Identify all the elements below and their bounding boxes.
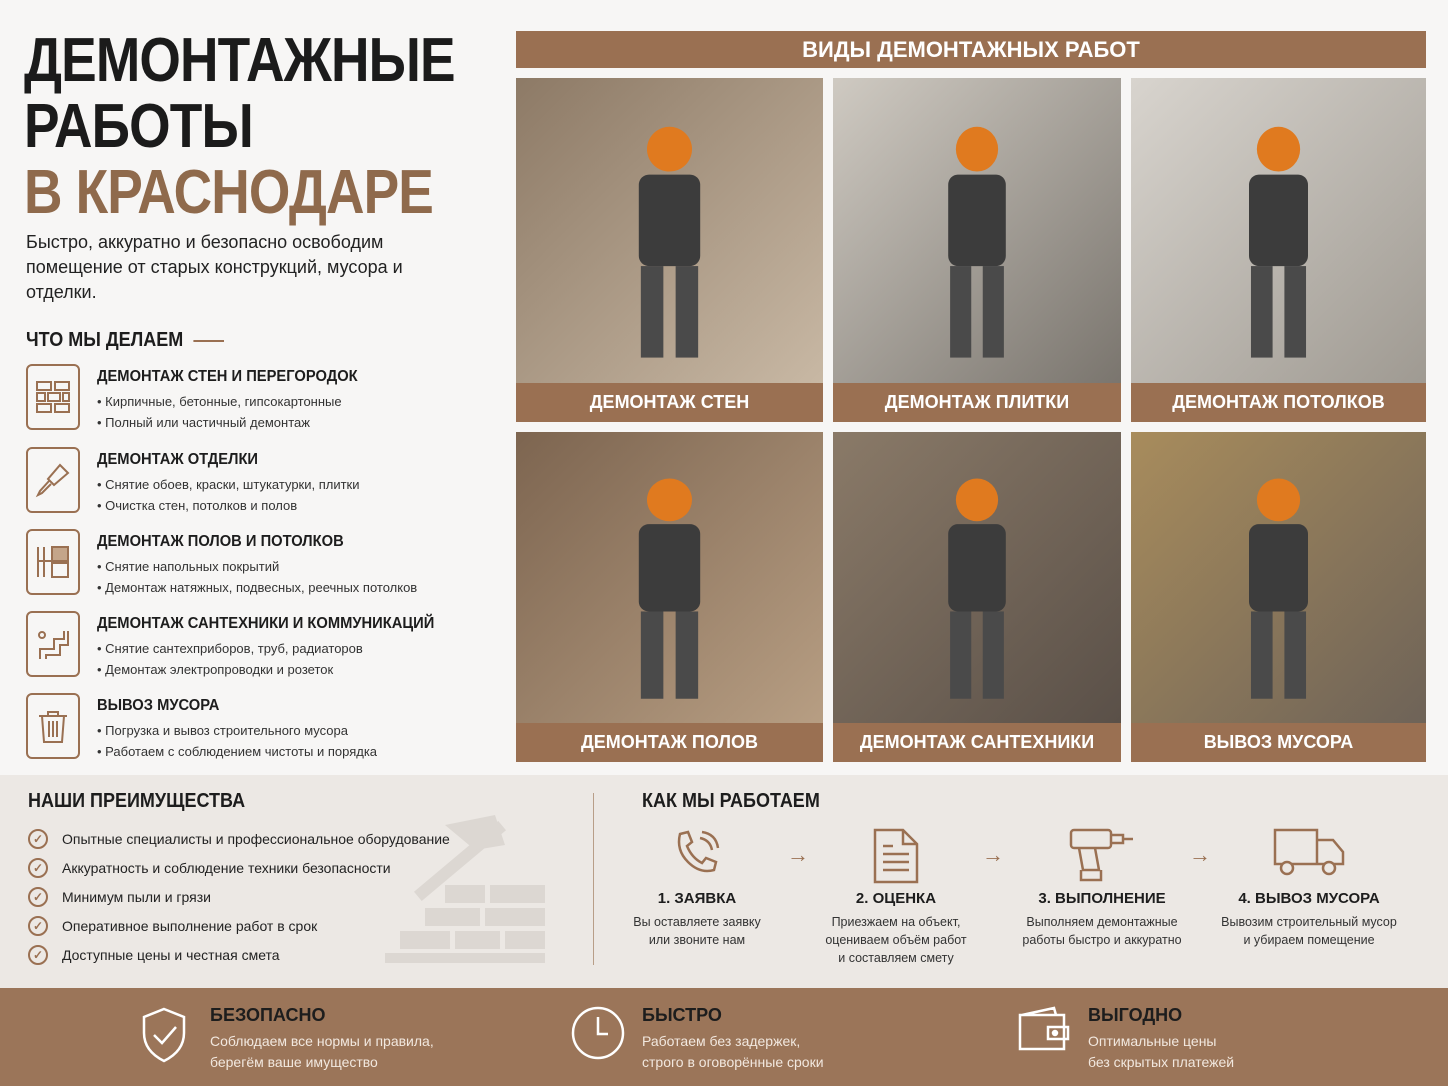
- title-line-1: ДЕМОНТАЖНЫЕ: [24, 26, 455, 95]
- service-title: ВЫВОЗ МУСОРА: [97, 697, 220, 714]
- service-bullet: • Снятие сантехприборов, труб, радиаторов: [97, 641, 363, 656]
- subtitle: Быстро, аккуратно и безопасно освободим помещение от старых конструкций, мусора и отделки.: [26, 232, 403, 302]
- service-title: ДЕМОНТАЖ СТЕН И ПЕРЕГОРОДОК: [97, 368, 358, 385]
- step-text-line: Выполняем демонтажные: [1026, 915, 1178, 929]
- floor-plan-icon: [26, 529, 80, 595]
- service-bullet: • Снятие напольных покрытий: [97, 559, 280, 574]
- feature-title: ВЫГОДНО: [1088, 1005, 1183, 1025]
- feature-title: БЫСТРО: [642, 1005, 722, 1025]
- advantage-item: [28, 945, 280, 965]
- step-text: [597, 913, 797, 949]
- check-icon: ✓: [28, 945, 48, 965]
- work-type-caption: ДЕМОНТАЖ ПОЛОВ: [516, 723, 823, 762]
- step-text-line: и убираем помещение: [1243, 933, 1375, 947]
- wallet-icon: [1016, 1005, 1072, 1058]
- service-bullet: • Работаем с соблюдением чистоты и порядка: [97, 744, 378, 759]
- arrow-right-icon: →: [1189, 842, 1211, 867]
- service-bullet: • Демонтаж электропроводки и розеток: [97, 662, 334, 677]
- service-bullet: • Демонтаж натяжных, подвесных, реечных потолков: [97, 580, 418, 595]
- feature-text-line: строго в оговорённые сроки: [642, 1054, 824, 1070]
- types-banner: ВИДЫ ДЕМОНТАЖНЫХ РАБОТ: [516, 31, 1426, 68]
- step-text-line: Приезжаем на объект,: [831, 915, 961, 929]
- feature-text: [210, 1031, 434, 1073]
- step-text: [1002, 913, 1202, 949]
- service-bullet: • Снятие обоев, краски, штукатурки, плитки: [97, 477, 360, 492]
- worker-photo: [833, 432, 1121, 723]
- work-type-card[interactable]: [516, 78, 823, 422]
- title-line-2: РАБОТЫ: [24, 92, 253, 161]
- page-title: [24, 28, 455, 226]
- phone-icon: [597, 826, 797, 880]
- service-title: ДЕМОНТАЖ ОТДЕЛКИ: [97, 451, 259, 468]
- drill-icon: [1002, 826, 1202, 882]
- service-item: [26, 364, 496, 434]
- worker-photo: [516, 78, 823, 383]
- process-heading: КАК МЫ РАБОТАЕМ: [642, 790, 820, 812]
- work-type-caption: ДЕМОНТАЖ ПЛИТКИ: [833, 383, 1121, 422]
- step-text-line: и составляем смету: [838, 951, 954, 965]
- step-title: 3. ВЫПОЛНЕНИЕ: [1038, 890, 1166, 907]
- work-type-card[interactable]: [833, 78, 1121, 422]
- advantage-item: [28, 916, 317, 936]
- feature-text-line: Работаем без задержек,: [642, 1033, 801, 1049]
- advantage-item: [28, 887, 211, 907]
- work-type-card[interactable]: [1131, 78, 1426, 422]
- step-title: 2. ОЦЕНКА: [855, 890, 937, 907]
- work-type-card[interactable]: [516, 432, 823, 762]
- service-item: [26, 529, 496, 599]
- service-item: [26, 447, 496, 517]
- scraper-icon: [26, 447, 80, 513]
- feature-text: [1088, 1031, 1234, 1073]
- worker-photo: [1131, 432, 1426, 723]
- work-type-caption: ВЫВОЗ МУСОРА: [1131, 723, 1426, 762]
- work-type-caption: ДЕМОНТАЖ СТЕН: [516, 383, 823, 422]
- step-text-line: Вы оставляете заявку: [633, 915, 761, 929]
- feature-text-line: Оптимальные цены: [1088, 1033, 1217, 1049]
- step-text-line: работы быстро и аккуратно: [1022, 933, 1182, 947]
- step-title: 1. ЗАЯВКА: [657, 890, 737, 907]
- advantage-text: Оперативное выполнение работ в срок: [62, 918, 318, 934]
- work-type-caption: ДЕМОНТАЖ ПОТОЛКОВ: [1131, 383, 1426, 422]
- advantage-text: Аккуратность и соблюдение техники безопасности: [62, 860, 391, 876]
- pipe-icon: [26, 611, 80, 677]
- service-title: ДЕМОНТАЖ САНТЕХНИКИ И КОММУНИКАЦИЙ: [97, 615, 435, 632]
- truck-icon: [1209, 826, 1409, 878]
- arrow-right-icon: →: [982, 842, 1004, 867]
- feature-text: [642, 1031, 824, 1073]
- worker-photo: [1131, 78, 1426, 383]
- feature-text-line: без скрытых платежей: [1088, 1054, 1235, 1070]
- check-icon: ✓: [28, 887, 48, 907]
- service-bullet: • Погрузка и вывоз строительного мусора: [97, 723, 348, 738]
- section-divider: [593, 793, 594, 965]
- trash-icon: [26, 693, 80, 759]
- brick-wall-icon: [26, 364, 80, 430]
- process-step: [796, 820, 996, 967]
- step-title: 4. ВЫВОЗ МУСОРА: [1238, 890, 1380, 907]
- work-type-card[interactable]: [833, 432, 1121, 762]
- step-text-line: или звоните нам: [648, 933, 746, 947]
- service-bullet: • Очистка стен, потолков и полов: [97, 498, 298, 513]
- process-step: [1209, 820, 1409, 949]
- check-icon: ✓: [28, 858, 48, 878]
- feature-text-line: Соблюдаем все нормы и правила,: [210, 1033, 434, 1049]
- step-text-line: оцениваем объём работ: [825, 933, 967, 947]
- advantage-text: Доступные цены и честная смета: [62, 947, 280, 963]
- advantage-item: [28, 829, 450, 849]
- advantage-item: [28, 858, 391, 878]
- advantages-heading: НАШИ ПРЕИМУЩЕСТВА: [28, 790, 246, 812]
- check-icon: ✓: [28, 916, 48, 936]
- advantage-text: Минимум пыли и грязи: [62, 889, 211, 905]
- service-item: [26, 611, 496, 681]
- service-title: ДЕМОНТАЖ ПОЛОВ И ПОТОЛКОВ: [97, 533, 344, 550]
- work-type-card[interactable]: [1131, 432, 1426, 762]
- work-type-caption: ДЕМОНТАЖ САНТЕХНИКИ: [833, 723, 1121, 762]
- arrow-right-icon: →: [787, 842, 809, 867]
- feature-title: БЕЗОПАСНО: [210, 1005, 326, 1025]
- process-step: [597, 820, 797, 949]
- document-icon: [796, 826, 996, 886]
- check-icon: ✓: [28, 829, 48, 849]
- service-bullet: • Полный или частичный демонтаж: [97, 415, 310, 430]
- what-we-do-heading: ЧТО МЫ ДЕЛАЕМ: [26, 329, 224, 352]
- feature-text-line: берегём ваше имущество: [210, 1054, 378, 1070]
- advantage-text: Опытные специалисты и профессиональное оборудование: [62, 831, 450, 847]
- step-text: [1209, 913, 1409, 949]
- service-item: [26, 693, 496, 763]
- shield-check-icon: [138, 1005, 190, 1070]
- title-line-3: В КРАСНОДАРЕ: [24, 158, 434, 227]
- step-text-line: Вывозим строительный мусор: [1221, 915, 1397, 929]
- worker-photo: [833, 78, 1121, 383]
- step-text: [796, 913, 996, 967]
- worker-photo: [516, 432, 823, 723]
- clock-icon: [570, 1005, 626, 1066]
- service-bullet: • Кирпичные, бетонные, гипсокартонные: [97, 394, 342, 409]
- process-step: [1002, 820, 1202, 949]
